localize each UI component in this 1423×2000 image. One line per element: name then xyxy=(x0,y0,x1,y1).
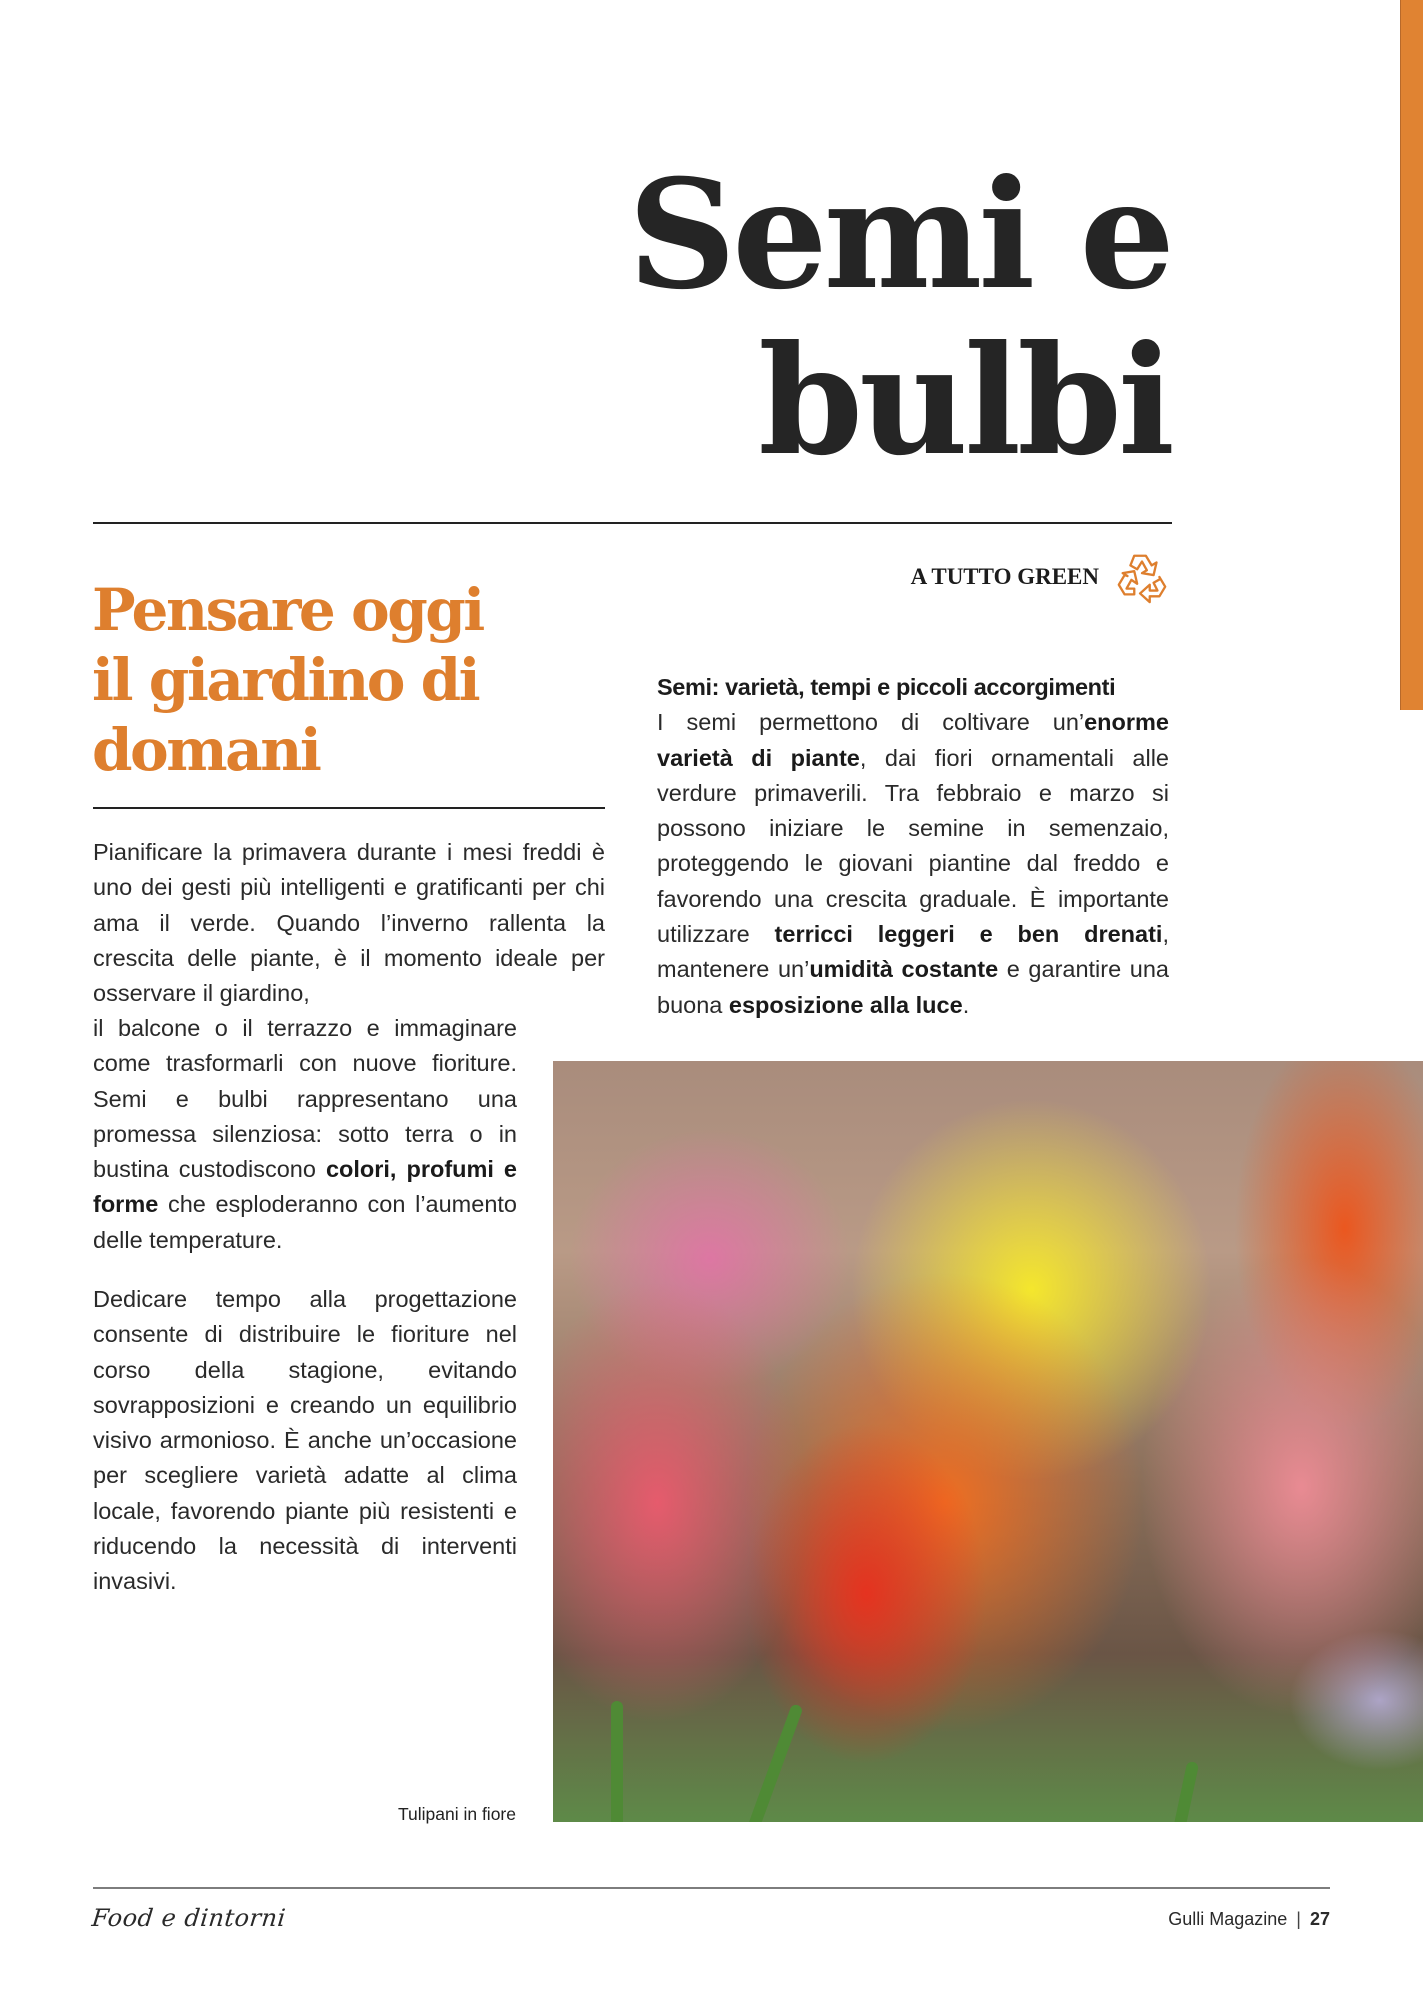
stem xyxy=(611,1701,623,1822)
recycle-icon xyxy=(1113,547,1171,607)
bold-run: colori, profumi e forme xyxy=(93,1156,517,1218)
text-run: il balcone o il terrazzo e immaginare come trasformarli con nuove fioriture. Semi e bulbi rappresentano una promessa silenziosa: sotto terra o in bustina custodiscono xyxy=(93,1015,517,1183)
footer-section-name: Food e dintorni xyxy=(90,1904,288,1932)
text-run: , mantenere un’ xyxy=(657,921,1169,983)
headline-divider xyxy=(93,807,605,809)
text-run: , dai fiori ornamentali alle verdure primaverili. Tra febbraio e marzo si possono iniziare le semine in semenzaio, proteggendo le giovani piantine dal freddo e favorendo una crescita graduale. È importante utilizzare xyxy=(657,744,1169,948)
bold-run: esposizione alla luce xyxy=(728,991,963,1018)
page-title xyxy=(627,147,1171,489)
text-run: I semi permettono di coltivare un’ xyxy=(657,709,1085,736)
seeds-paragraph xyxy=(657,705,1169,1023)
text-run: e garantire una buona xyxy=(657,956,1169,1018)
bold-run: enorme varietà di piante xyxy=(657,709,1169,771)
bold-run: terricci leggeri e ben drenati xyxy=(774,921,1163,948)
footer-page-info xyxy=(1168,1909,1330,1930)
footer-separator: | xyxy=(1296,1909,1301,1929)
subheading: Semi: varietà, tempi e piccoli accorgimenti xyxy=(657,674,1116,700)
orange-side-bar xyxy=(1400,0,1423,710)
article-headline xyxy=(92,575,612,785)
bold-run: umidità costante xyxy=(809,956,999,983)
headline-line-3: domani xyxy=(92,716,320,784)
intro-paragraph-part-2 xyxy=(93,1011,517,1258)
stem xyxy=(1169,1761,1199,1822)
tulips-photo xyxy=(553,1061,1423,1822)
section-label: A TUTTO GREEN xyxy=(910,564,1099,589)
right-column xyxy=(657,670,1169,1023)
page-number: 27 xyxy=(1309,1909,1330,1929)
stem xyxy=(744,1703,803,1822)
photo-caption: Tulipani in fiore xyxy=(397,1804,516,1824)
footer-divider xyxy=(93,1887,1330,1889)
section-tag xyxy=(911,547,1171,607)
second-paragraph: Dedicare tempo alla progettazione consente di distribuire le fioriture nel corso della stagione, evitando sovrapposizioni e creando un equilibrio visivo armonioso. È anche un’occasione per scegliere varietà adatte al clima locale, favorendo piante più resistenti e riducendo la necessità di interventi invasivi. xyxy=(93,1286,517,1595)
headline-line-2: il giardino di xyxy=(92,646,479,714)
headline-line-1: Pensare oggi xyxy=(92,576,483,644)
title-line-1: Semi e xyxy=(627,147,1171,323)
title-line-2: bulbi xyxy=(758,313,1171,489)
magazine-name: Gulli Magazine xyxy=(1168,1909,1288,1929)
intro-paragraph-part-1: Pianificare la primavera durante i mesi freddi è uno dei gesti più intelligenti e gratificanti per chi ama il verde. Quando l’inverno rallenta la crescita delle piante, è il momento ideale per osservare il giardino, xyxy=(93,839,605,1007)
text-run: che esploderanno con l’aumento delle temperature. xyxy=(93,1191,517,1253)
top-divider xyxy=(93,522,1172,524)
text-run: . xyxy=(962,991,970,1018)
